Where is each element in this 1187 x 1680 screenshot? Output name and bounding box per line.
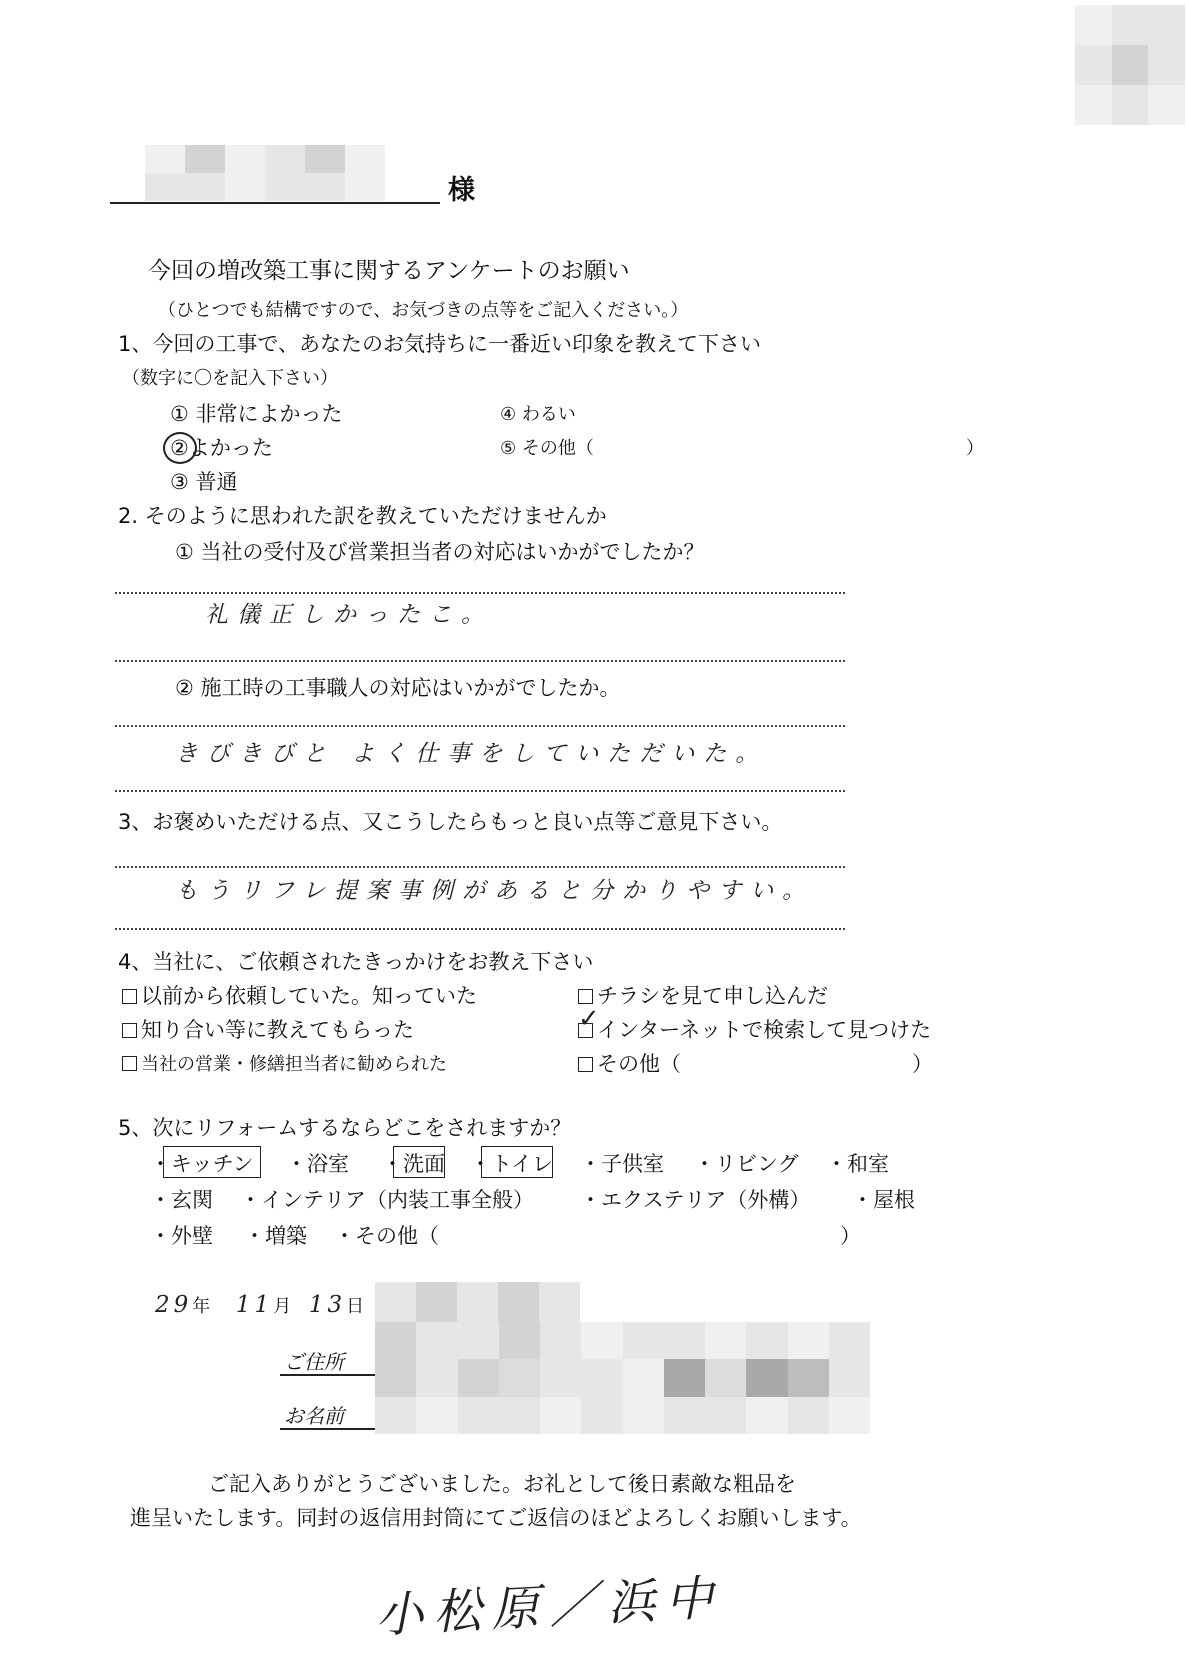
q1-selected-circle xyxy=(163,432,197,464)
q5-item-washroom: ・洗面 xyxy=(382,1152,445,1176)
q5-item-roof: ・屋根 xyxy=(852,1188,915,1212)
staff-signature: 小松原／浜中 xyxy=(374,1569,725,1645)
q3-question: 3、お褒めいただける点、又こうしたらもっと良い点等ご意見下さい。 xyxy=(118,810,783,834)
date-year: 29 xyxy=(155,1292,193,1318)
q4-option-4: インターネットで検索して見つけた xyxy=(578,1014,931,1044)
q2-answer1-line-bottom xyxy=(115,660,845,662)
checkbox-icon xyxy=(578,989,593,1004)
date-month: 11 xyxy=(235,1292,274,1318)
redaction-top-right xyxy=(1075,5,1185,125)
closing-line-1: ご記入ありがとうございました。お礼として後日素敵な粗品を xyxy=(208,1472,796,1496)
recipient-underline xyxy=(110,202,440,204)
q4-option-6: その他（ xyxy=(578,1048,681,1078)
q1-option-2: ②よかった xyxy=(170,436,273,460)
q5-toilet-box xyxy=(481,1146,553,1178)
q1-option-1: ① 非常によかった xyxy=(170,402,343,426)
q3-answer: もうリフレ提案事例があると分かりやすい。 xyxy=(175,878,815,904)
q4-option-3: 知り合い等に教えてもらった xyxy=(122,1014,414,1044)
q5-item-other-close: ） xyxy=(840,1224,861,1248)
address-label: ご住所 xyxy=(284,1350,344,1374)
q4-option-5: 当社の営業・修繕担当者に勧められた xyxy=(122,1050,447,1076)
date-year-unit: 年 xyxy=(192,1296,211,1317)
q2-question: 2. そのように思われた訳を教えていただけませんか xyxy=(118,504,607,528)
q2-sub2: ② 施工時の工事職人の対応はいかがでしたか。 xyxy=(175,676,621,700)
q4-option-1: 以前から依頼していた。知っていた xyxy=(122,980,477,1010)
q5-item-living: ・リビング xyxy=(694,1152,799,1176)
q5-item-extension: ・増築 xyxy=(244,1224,307,1248)
q2-sub1: ① 当社の受付及び営業担当者の対応はいかがでしたか？ xyxy=(175,540,705,564)
q3-answer-line-bottom xyxy=(115,928,845,930)
q1-option-3: ③ 普通 xyxy=(170,470,238,494)
q5-item-other: ・その他（ xyxy=(334,1224,439,1248)
q1-option-4: ④ わるい xyxy=(500,404,576,425)
address-name-redaction xyxy=(375,1322,870,1434)
q4-check-mark-icon: ✓ xyxy=(578,1004,600,1034)
date-redaction xyxy=(375,1282,580,1322)
q5-question: 5、次にリフォームするならどこをされますか？ xyxy=(118,1116,572,1140)
q5-item-toilet: ・トイレ xyxy=(470,1152,553,1176)
q5-item-japanese-room: ・和室 xyxy=(826,1152,889,1176)
q4-option-6-close: ） xyxy=(912,1052,933,1076)
checkbox-icon xyxy=(122,1056,137,1071)
q2-answer2-line-bottom xyxy=(115,790,845,792)
q5-item-exterior: ・エクステリア（外構） xyxy=(580,1188,811,1212)
q5-item-bath: ・浴室 xyxy=(286,1152,349,1176)
q1-instruction: （数字に〇を記入下さい） xyxy=(122,368,338,389)
q4-question: 4、当社に、ご依頼されたきっかけをお教え下さい xyxy=(118,950,594,974)
q1-option-5: ⑤ その他（ xyxy=(500,438,594,459)
date-day: 13 xyxy=(308,1292,347,1318)
q2-answer2-line-top xyxy=(115,725,845,727)
q5-item-outer-wall: ・外壁 xyxy=(150,1224,213,1248)
checkbox-icon xyxy=(122,1023,137,1038)
q5-item-kids-room: ・子供室 xyxy=(580,1152,664,1176)
q5-item-interior: ・インテリア（内装工事全般） xyxy=(240,1188,534,1212)
checkbox-icon xyxy=(578,1057,593,1072)
checkbox-icon xyxy=(122,989,137,1004)
q2-answer1-line-top xyxy=(115,592,845,594)
q5-item-entrance: ・玄関 xyxy=(150,1188,213,1212)
q3-answer-line-top xyxy=(115,866,845,868)
q4-option-2: チラシを見て申し込んだ xyxy=(578,980,828,1010)
closing-line-2: 進呈いたします。同封の返信用封筒にてご返信のほどよろしくお願いします。 xyxy=(130,1506,862,1530)
q1-option-5-close: ） xyxy=(966,438,984,459)
survey-subtitle: （ひとつでも結構ですので、お気づきの点等をご記入ください。） xyxy=(158,300,689,321)
date-month-unit: 月 xyxy=(273,1296,292,1317)
date-day-unit: 日 xyxy=(346,1296,365,1317)
q5-washroom-box xyxy=(393,1146,445,1178)
survey-title: 今回の増改築工事に関するアンケートのお願い xyxy=(148,258,630,284)
q5-item-kitchen: ・キッチン xyxy=(150,1152,254,1176)
recipient-honorific: 様 xyxy=(448,175,475,206)
q2-answer1: 礼儀正しかったこ。 xyxy=(205,602,493,628)
q1-question: 1、今回の工事で、あなたのお気持ちに一番近い印象を教えて下さい xyxy=(118,332,761,356)
name-label: お名前 xyxy=(284,1404,344,1428)
q5-kitchen-box xyxy=(163,1146,261,1178)
recipient-redaction xyxy=(145,145,385,201)
q2-answer2: きびきびと よく仕事をしていただいた。 xyxy=(175,741,768,767)
date-line xyxy=(155,1290,364,1318)
